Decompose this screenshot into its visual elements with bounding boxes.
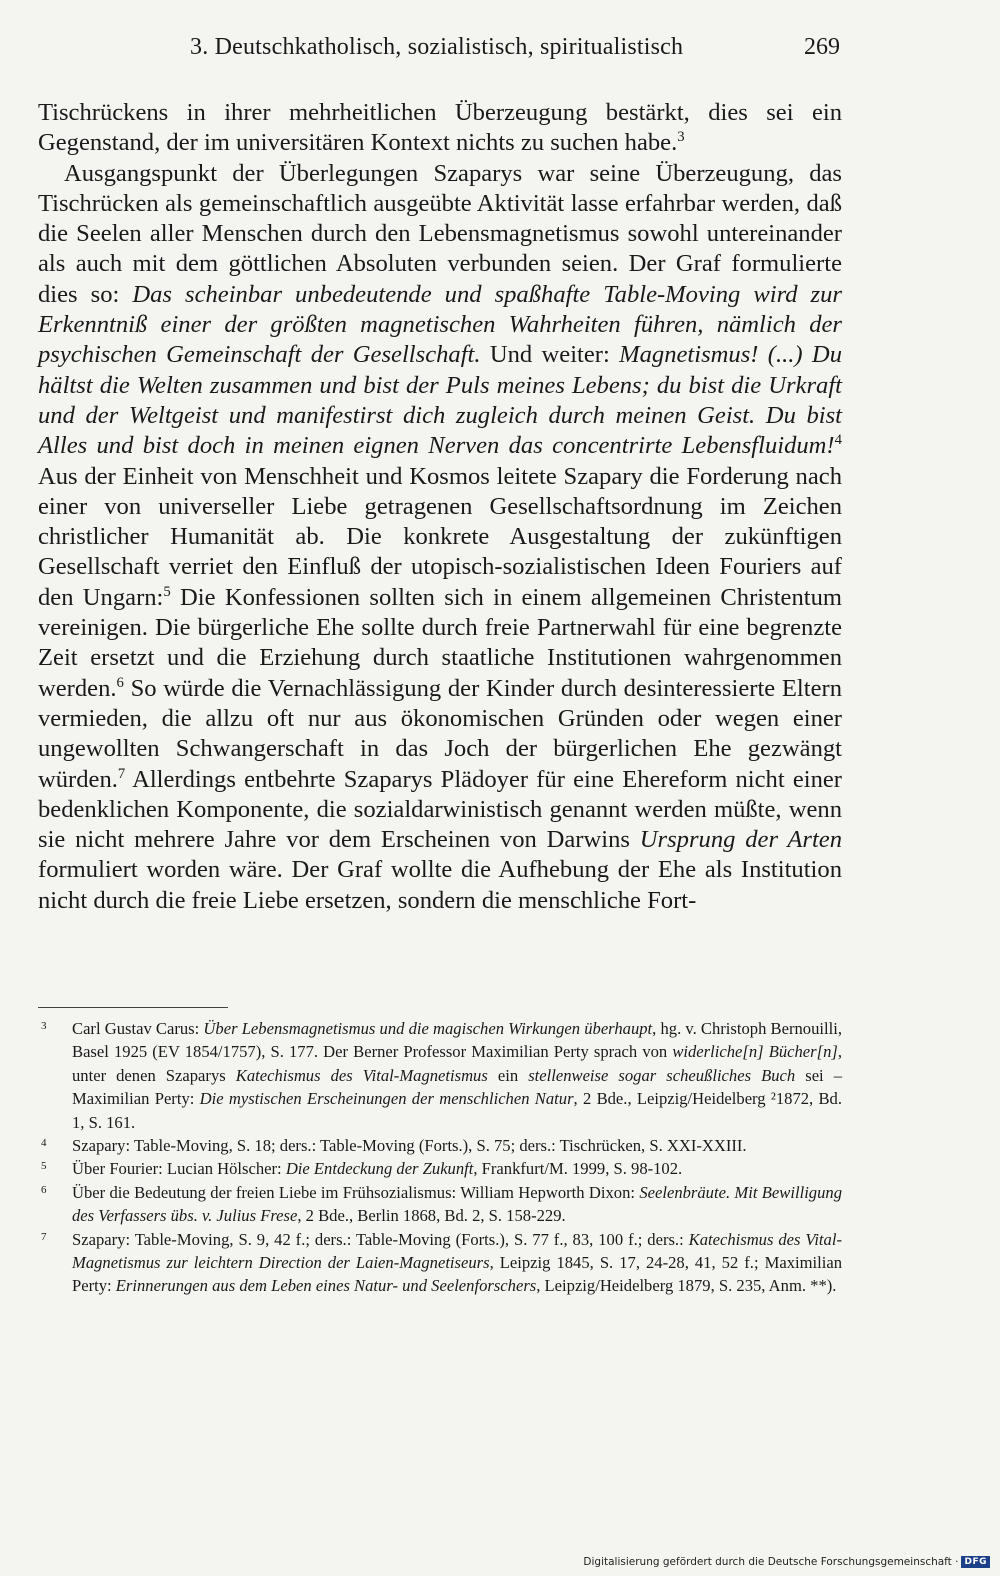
footnote-text: , unter denen Szaparys — [72, 1042, 842, 1085]
footnote-number: 4 — [41, 1137, 47, 1150]
footnote-italic: widerliche[n] Bücher[n] — [672, 1042, 838, 1062]
paragraph-text: Ausgangspunkt der Überlegungen Szaparys war seine Überzeugung, das Tischrücken als gemeinschaftlich ausgeübte Aktivität lasse erfahrbar werden, daß die Seelen aller Menschen durch den Lebensmagnetismus sowohl untereinander als auch mit dem göttlichen Absoluten verbunden seien. Der Graf formulierte dies so: — [38, 159, 842, 308]
footnote-4 — [38, 1134, 842, 1157]
digitization-credit — [583, 1556, 990, 1568]
paragraph-2 — [38, 159, 842, 916]
paragraph-text: Tischrückens in ihrer mehrheitlichen Überzeugung bestärkt, dies sei ein Gegenstand, der im universitären Kontext nichts zu suchen habe. — [38, 99, 842, 157]
paragraph-text: formuliert worden wäre. Der Graf wollte die Aufhebung der Ehe als Institution nicht durch die freie Liebe ersetzen, sondern die menschliche Fort- — [38, 856, 842, 914]
footnote-text: , Leipzig 1845, S. 17, 24-28, 41, 52 f.; Maximilian Perty: — [72, 1253, 843, 1296]
footnote-text: , 2 Bde., Leipzig/Heidelberg ²1872, Bd. 1, S. 161. — [72, 1089, 842, 1132]
footnote-text: , hg. v. Christoph Bernouilli, Basel 1925 (EV 1854/1757), S. 177. Der Berner Professor Maximilian Perty sprach von — [72, 1019, 842, 1062]
footnote-ref[interactable]: 5 — [163, 583, 171, 600]
main-text — [38, 98, 842, 916]
credit-text: Digitalisierung gefördert durch die Deutsche Forschungsgemeinschaft · — [583, 1556, 959, 1568]
footnote-italic: Seelenbräute. Mit Bewilligung des Verfassers übs. v. Julius Frese — [72, 1182, 842, 1226]
footnote-number: 5 — [41, 1160, 47, 1173]
footnote-text: Carl Gustav Carus: — [72, 1019, 204, 1038]
footnote-7 — [38, 1228, 842, 1298]
footnote-text: ein — [487, 1065, 529, 1085]
footnote-italic: Katechismus des Vital-Magnetismus — [235, 1065, 488, 1085]
footnote-ref[interactable]: 4 — [834, 432, 842, 449]
footnote-text: Über Fourier: Lucian Hölscher: — [72, 1159, 286, 1179]
page-number: 269 — [804, 34, 840, 60]
paragraph-1 — [38, 98, 842, 159]
footnote-ref[interactable]: 7 — [117, 765, 126, 782]
quote-italic: Magnetismus! (...) Du hältst die Welten zusammen und bist der Puls meines Lebens; du bist die Urkraft und der Weltgeist und manifestirst dich zugleich durch meinen Geist. Du bist Alles und bist doch in meinen eignen Nerven das concentrirte Lebensfluidum! — [38, 341, 842, 460]
footnote-text: , Leipzig/Heidelberg 1879, S. 235, Anm. **). — [536, 1276, 837, 1296]
dfg-logo-icon: DFG — [961, 1556, 990, 1568]
paragraph-text: Und weiter: — [480, 341, 620, 369]
paragraph-text: Allerdings entbehrte Szaparys Plädoyer für eine Ehereform nicht einer bedenklichen Komponente, die sozialdarwinistisch genannt werden müßte, wenn sie nicht mehrere Jahre vor dem Erscheinen von Darwins — [38, 765, 842, 854]
footnote-number: 7 — [41, 1230, 47, 1243]
footnote-italic: Über Lebensmagnetismus und die magischen Wirkungen überhaupt — [203, 1019, 653, 1038]
title-italic: Ursprung der Arten — [639, 826, 843, 854]
paragraph-text: So würde die Vernachlässigung der Kinder durch desinteressierte Eltern vermieden, die allzu oft nur aus ökonomischen Gründen oder wegen einer ungewollten Schwangerschaft in das Joch der bürgerlichen Ehe gezwängt würden. — [38, 674, 842, 793]
footnote-ref[interactable]: 6 — [116, 674, 124, 691]
footnote-number: 3 — [41, 1020, 47, 1032]
footnotes — [38, 1017, 842, 1298]
footnote-text: , Frankfurt/M. 1999, S. 98-102. — [473, 1159, 683, 1179]
footnote-text: sei – Maximilian Perty: — [72, 1065, 843, 1109]
paragraph-text: Die Konfessionen sollten sich in einem allgemeinen Christentum vereinigen. Die bürgerliche Ehe sollte durch freie Partnerwahl für eine begrenzte Zeit ersetzt und die Erziehung durch staatliche Institutionen wahrgenommen werden. — [38, 583, 843, 702]
quote-italic: Das scheinbar unbedeutende und spaßhafte Table-Moving wird zur Erkenntniß einer der größten magnetischen Wahrheiten führen, nämlich der psychischen Gemeinschaft der Gesellschaft. — [38, 280, 842, 369]
footnote-italic: Katechismus des Vital-Magnetismus zur leichtern Direction der Laien-Magnetiseurs — [72, 1229, 842, 1273]
footnote-rule — [38, 1007, 228, 1008]
footnote-text: Über die Bedeutung der freien Liebe im Frühsozialismus: William Hepworth Dixon: — [72, 1182, 640, 1202]
footnote-text: Szapary: Table-Moving, S. 9, 42 f.; ders.: Table-Moving (Forts.), S. 77 f., 83, 100 f.; ders.: — [72, 1229, 689, 1249]
footnote-text: , 2 Bde., Berlin 1868, Bd. 2, S. 158-229. — [297, 1206, 566, 1226]
footnote-text: Szapary: Table-Moving, S. 18; ders.: Table-Moving (Forts.), S. 75; ders.: Tischrücken, S. XXI-XXIII. — [72, 1136, 747, 1156]
footnote-italic: Die mystischen Erscheinungen der menschlichen Natur — [199, 1089, 574, 1109]
footnote-italic: Die Entdeckung der Zukunft — [285, 1159, 474, 1179]
footnote-6 — [38, 1181, 842, 1228]
footnote-italic: Erinnerungen aus dem Leben eines Natur- und Seelenforschers — [115, 1276, 537, 1296]
footnote-5 — [38, 1157, 842, 1180]
footnote-ref[interactable]: 3 — [677, 129, 685, 146]
paragraph-text: Aus der Einheit von Menschheit und Kosmos leitete Szapary die Forderung nach einer von universeller Liebe getragenen Gesellschaftsordnung im Zeichen christlicher Humanität ab. Die konkrete Ausgestaltung der zukünftigen Gesellschaft verriet den Einfluß der utopisch-sozialistischen Ideen Fouriers auf den Ungarn: — [38, 462, 842, 611]
footnote-3 — [38, 1017, 842, 1134]
footnote-italic: stellenweise sogar scheußliches Buch — [528, 1065, 796, 1085]
footnote-number: 6 — [41, 1183, 47, 1196]
running-title: 3. Deutschkatholisch, sozialistisch, spiritualistisch — [190, 34, 684, 60]
